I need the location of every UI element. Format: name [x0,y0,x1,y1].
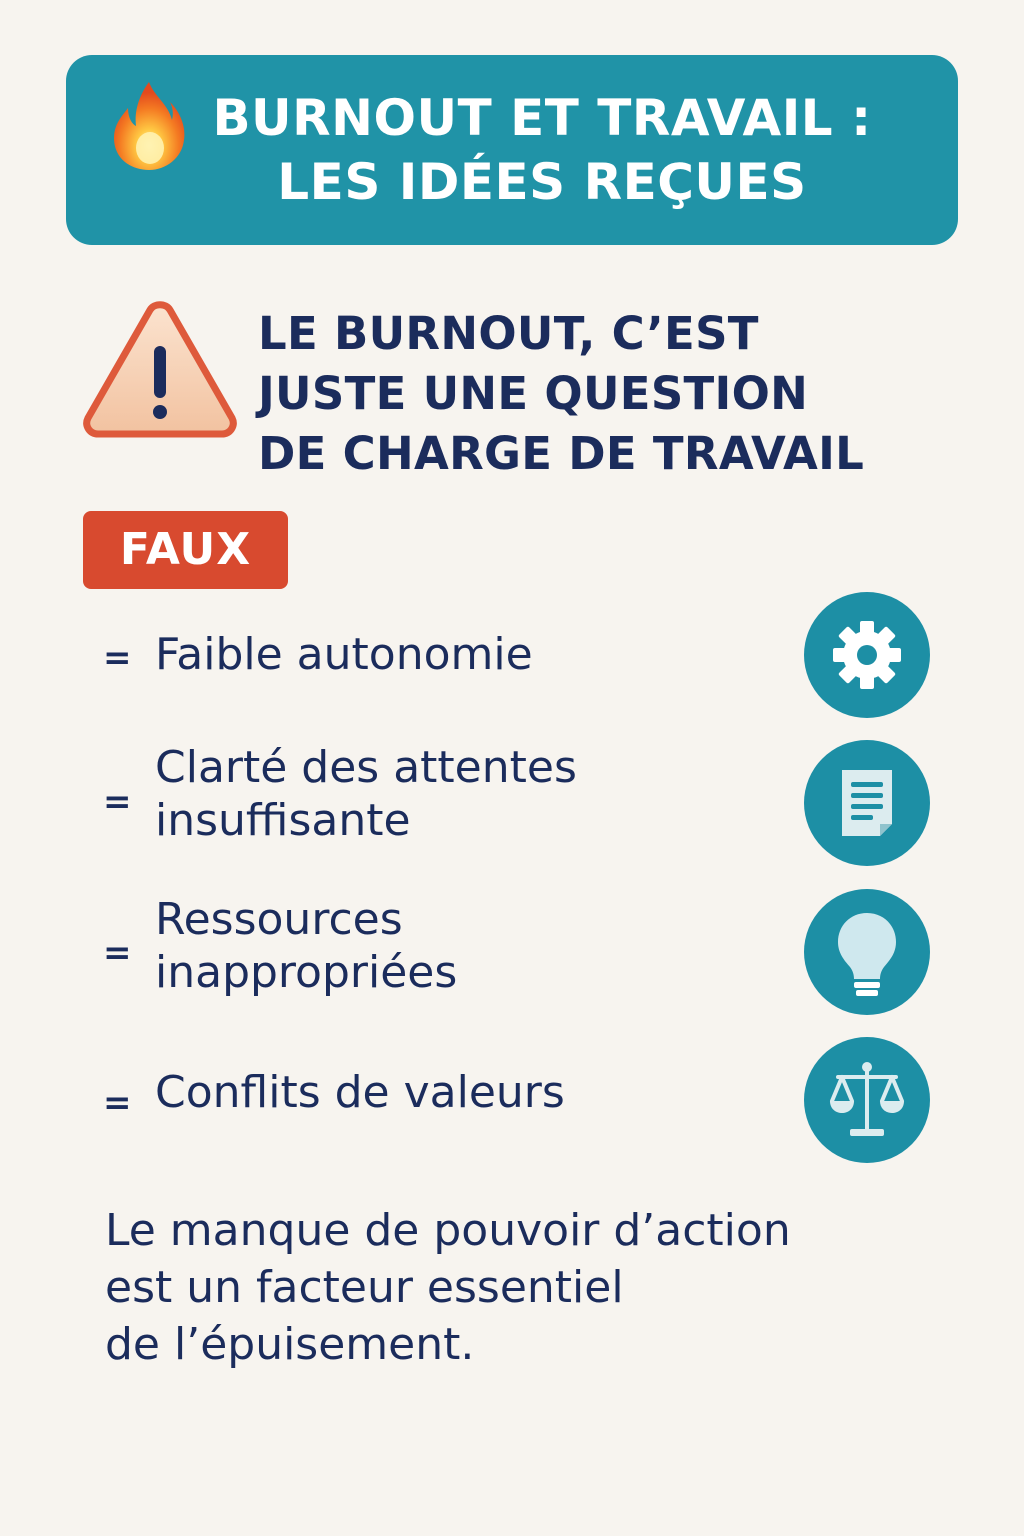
gear-icon [804,592,930,718]
factor-label-autonomy [155,628,533,681]
document-icon [804,740,930,866]
conclusion-line2: est un facteur essentiel [105,1262,624,1313]
scales-icon [804,1037,930,1163]
equals-symbol: = [103,782,132,822]
page-title-line2: LES IDÉES REÇUES [277,153,807,211]
factor-label-line1: Faible autonomie [155,629,533,680]
myth-line1: LE BURNOUT, C’EST [258,307,759,360]
equals-symbol: = [103,638,132,678]
fire-icon [110,78,188,172]
equals-symbol: = [103,1083,132,1123]
equals-symbol: = [103,933,132,973]
myth-statement [258,304,864,484]
myth-line3: DE CHARGE DE TRAVAIL [258,427,865,480]
conclusion-line3: de l’épuisement. [105,1319,475,1370]
factor-label-line1: Conflits de valeurs [155,1067,565,1118]
warning-icon [82,300,238,440]
lightbulb-icon [804,889,930,1015]
factor-label-line1: Clarté des attentes [155,742,577,793]
page-title [212,86,871,214]
factor-label-line2: inappropriées [155,947,458,998]
factor-label-values [155,1066,565,1119]
factor-label-clarity [155,741,577,847]
conclusion-text [105,1202,791,1373]
conclusion-line1: Le manque de pouvoir d’action [105,1205,791,1256]
factor-label-line1: Ressources [155,894,403,945]
verdict-badge: FAUX [83,511,288,589]
header-banner [66,55,958,245]
factor-label-resources [155,893,457,999]
page-title-line1: BURNOUT ET TRAVAIL : [212,89,872,147]
myth-line2: JUSTE UNE QUESTION [258,367,809,420]
factor-label-line2: insuffisante [155,795,411,846]
